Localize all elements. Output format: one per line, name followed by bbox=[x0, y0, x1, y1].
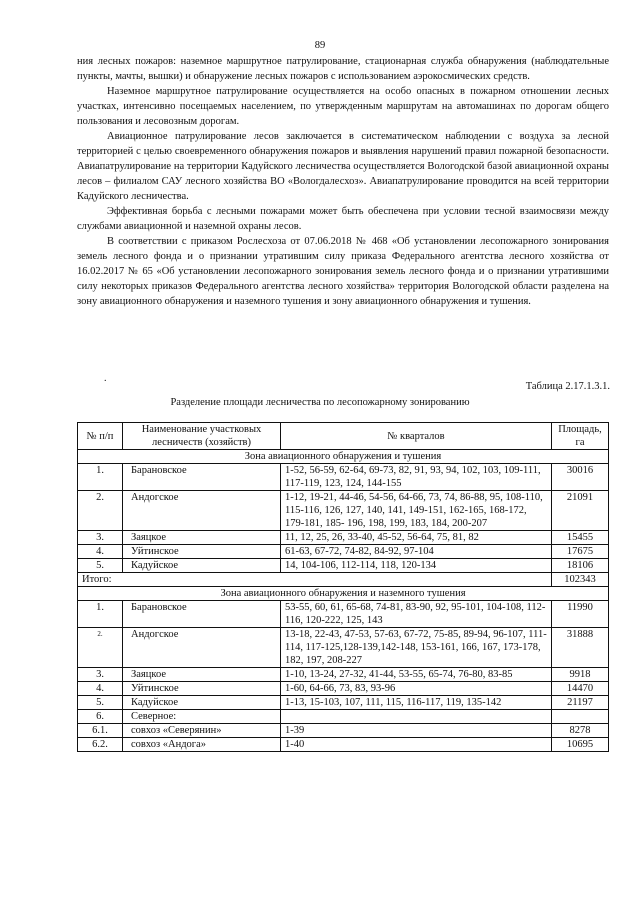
row-name: Кадуйское bbox=[123, 559, 281, 573]
row-num: 3. bbox=[78, 531, 123, 545]
zone-1-title: Зона авиационного обнаружения и тушения bbox=[78, 450, 609, 464]
row-quarters: 61-63, 67-72, 74-82, 84-92, 97-104 bbox=[281, 545, 552, 559]
row-area bbox=[552, 710, 609, 724]
row-name: Уйтинское bbox=[123, 682, 281, 696]
table-header-row bbox=[78, 423, 609, 450]
header-quarters: № кварталов bbox=[281, 423, 552, 450]
table-row bbox=[78, 559, 609, 573]
table-row bbox=[78, 628, 609, 668]
header-num: № п/п bbox=[78, 423, 123, 450]
row-name: Северное: bbox=[123, 710, 281, 724]
table-row bbox=[78, 682, 609, 696]
row-name: Заяцкое bbox=[123, 668, 281, 682]
row-quarters bbox=[281, 710, 552, 724]
row-area: 17675 bbox=[552, 545, 609, 559]
total-area: 102343 bbox=[552, 573, 609, 587]
table-row bbox=[78, 668, 609, 682]
row-quarters: 1-52, 56-59, 62-64, 69-73, 82, 91, 93, 94, 102, 103, 109-111, 117-119, 123, 124, 144-155 bbox=[281, 464, 552, 491]
table-row bbox=[78, 491, 609, 531]
paragraph-5: В соответствии с приказом Рослесхоза от 07.06.2018 № 468 «Об установлении лесопожарного зонирования земель лесного фонда и о признании утратившим силу приказа Федерального агентства лесного хозяйства от 16.02.2017 № 65 «Об установлении лесопожарного зонирования земель лесного фонда и о признании утратившими силу некоторых приказов Федерального агентства лесного хозяйства» территория Вологодской области разделена на зону авиационного обнаружения и наземного тушения и зону авиационного обнаружения и тушения. bbox=[77, 236, 609, 307]
paragraph-1: ния лесных пожаров: наземное маршрутное патрулирование, стационарная служба обнаружения (наблюдательные пункты, мачты, вышки) и обнаружение лесных пожаров с использованием аэрокосмических средств. bbox=[77, 56, 609, 82]
row-num: 6.1. bbox=[78, 724, 123, 738]
row-num: 4. bbox=[78, 682, 123, 696]
row-area: 30016 bbox=[552, 464, 609, 491]
row-num: 2. bbox=[78, 628, 123, 668]
row-num: 6. bbox=[78, 710, 123, 724]
row-name: Андогское bbox=[123, 491, 281, 531]
row-area: 10695 bbox=[552, 738, 609, 752]
row-quarters: 1-13, 15-103, 107, 111, 115, 116-117, 119, 135-142 bbox=[281, 696, 552, 710]
row-area: 21091 bbox=[552, 491, 609, 531]
row-num: 2. bbox=[78, 491, 123, 531]
row-num: 6.2. bbox=[78, 738, 123, 752]
table-row bbox=[78, 464, 609, 491]
row-name: Барановское bbox=[123, 601, 281, 628]
total-label: Итого: bbox=[78, 573, 552, 587]
header-area: Площадь, га bbox=[552, 423, 609, 450]
row-name: Андогское bbox=[123, 628, 281, 668]
row-quarters: 14, 104-106, 112-114, 118, 120-134 bbox=[281, 559, 552, 573]
row-name: Кадуйское bbox=[123, 696, 281, 710]
zone-2-title: Зона авиационного обнаружения и наземного тушения bbox=[78, 587, 609, 601]
row-num: 4. bbox=[78, 545, 123, 559]
table-row bbox=[78, 601, 609, 628]
row-quarters: 13-18, 22-43, 47-53, 57-63, 67-72, 75-85, 89-94, 96-107, 111-114, 117-125,128-139,142-148, 153-161, 166, 167, 173-178, 182, 197, 208-227 bbox=[281, 628, 552, 668]
header-name: Наименование участковых лесничеств (хозяйств) bbox=[123, 423, 281, 450]
row-quarters: 1-12, 19-21, 44-46, 54-56, 64-66, 73, 74, 86-88, 95, 108-110, 115-116, 126, 127, 140, 141, 149-151, 162-165, 168-172, 179-181, 185- 196, 198, 199, 183, 184, 200-207 bbox=[281, 491, 552, 531]
total-row bbox=[78, 573, 609, 587]
row-quarters: 1-40 bbox=[281, 738, 552, 752]
row-num: 5. bbox=[78, 696, 123, 710]
row-num: 1. bbox=[78, 601, 123, 628]
stray-dot: . bbox=[104, 373, 107, 384]
row-area: 18106 bbox=[552, 559, 609, 573]
table-label: Таблица 2.17.1.3.1. bbox=[525, 381, 610, 392]
paragraph-3: Авиационное патрулирование лесов заключается в систематическом наблюдении с воздуха за лесной территорией с целью своевременного обнаружения пожаров и выявления нарушений правил пожарной безопасности. Авиапатрулирование на территории Кадуйского лесничества осуществляется Вологодской базой авиационной охраны лесов – филиалом САУ лесного хозяйства ВО «Вологдалесхоз». Авиапатрулирование проводится на всей территории Кадуйского лесничества. bbox=[77, 131, 609, 202]
row-quarters: 11, 12, 25, 26, 33-40, 45-52, 56-64, 75, 81, 82 bbox=[281, 531, 552, 545]
table-row bbox=[78, 545, 609, 559]
row-num: 5. bbox=[78, 559, 123, 573]
row-num: 3. bbox=[78, 668, 123, 682]
row-quarters: 1-60, 64-66, 73, 83, 93-96 bbox=[281, 682, 552, 696]
row-area: 14470 bbox=[552, 682, 609, 696]
row-quarters: 1-39 bbox=[281, 724, 552, 738]
page-number: 89 bbox=[314, 40, 326, 51]
table-row bbox=[78, 531, 609, 545]
row-area: 21197 bbox=[552, 696, 609, 710]
zoning-table bbox=[77, 422, 609, 752]
row-name: совхоз «Андога» bbox=[123, 738, 281, 752]
table-row bbox=[78, 696, 609, 710]
zone-heading-row bbox=[78, 450, 609, 464]
row-area: 31888 bbox=[552, 628, 609, 668]
row-num: 1. bbox=[78, 464, 123, 491]
zone-heading-row bbox=[78, 587, 609, 601]
row-name: совхоз «Северянин» bbox=[123, 724, 281, 738]
row-name: Барановское bbox=[123, 464, 281, 491]
table-body bbox=[78, 450, 609, 752]
row-area: 11990 bbox=[552, 601, 609, 628]
table-row bbox=[78, 724, 609, 738]
paragraph-2: Наземное маршрутное патрулирование осуществляется на особо опасных в пожарном отношении лесных участках, интенсивно посещаемых населением, по утвержденным маршрутам на автомашинах по дорогам общего пользования и лесовозным дорогам. bbox=[77, 86, 609, 127]
row-quarters: 1-10, 13-24, 27-32, 41-44, 53-55, 65-74, 76-80, 83-85 bbox=[281, 668, 552, 682]
row-area: 15455 bbox=[552, 531, 609, 545]
body-text bbox=[77, 54, 609, 309]
table-row bbox=[78, 738, 609, 752]
row-area: 9918 bbox=[552, 668, 609, 682]
paragraph-4: Эффективная борьба с лесными пожарами может быть обеспечена при условии тесной взаимосвязи между службами авиационной и наземной охраны лесов. bbox=[77, 206, 609, 232]
row-area: 8278 bbox=[552, 724, 609, 738]
row-name: Заяцкое bbox=[123, 531, 281, 545]
table-row bbox=[78, 710, 609, 724]
row-name: Уйтинское bbox=[123, 545, 281, 559]
row-quarters: 53-55, 60, 61, 65-68, 74-81, 83-90, 92, 95-101, 104-108, 112-116, 120-222, 125, 143 bbox=[281, 601, 552, 628]
table-caption: Разделение площади лесничества по лесопожарному зонированию bbox=[170, 397, 470, 408]
